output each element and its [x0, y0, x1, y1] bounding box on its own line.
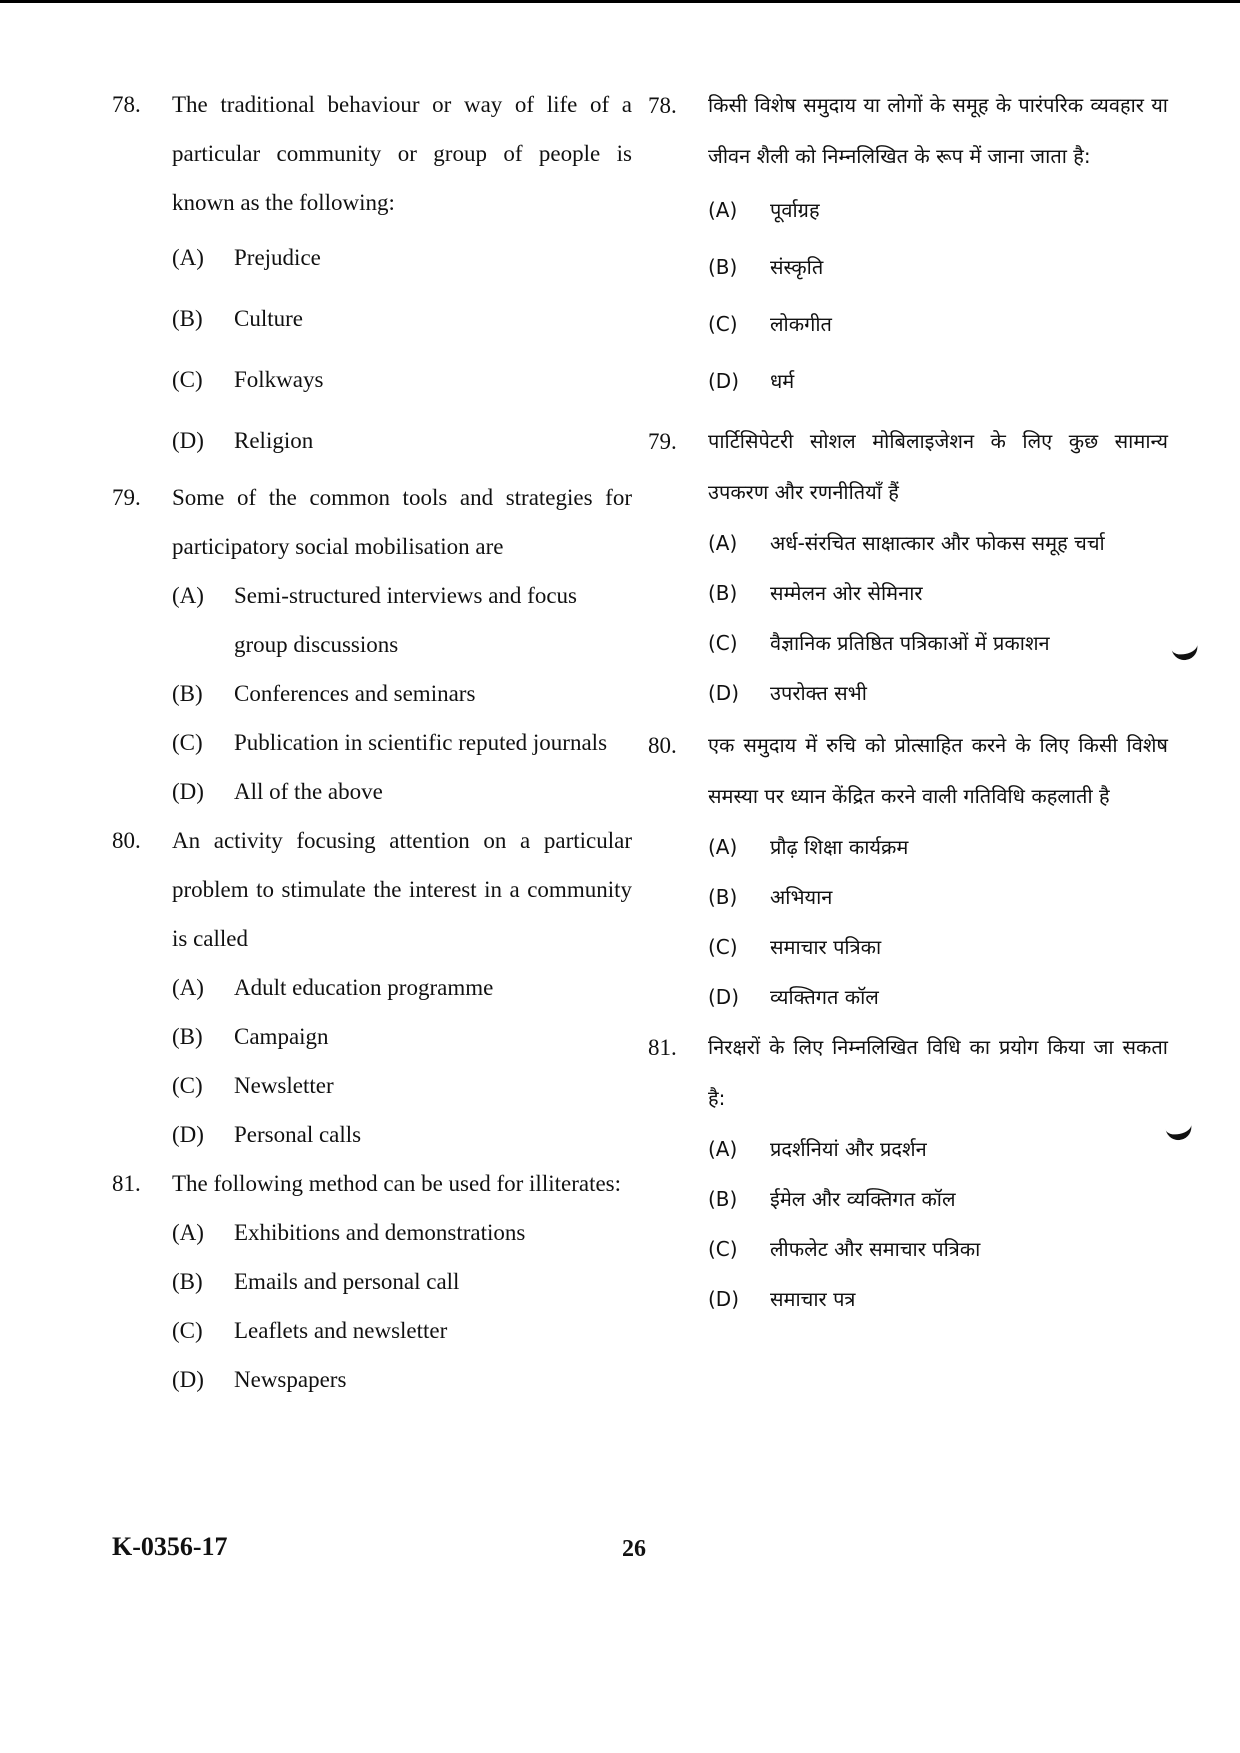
- option-c: (C) समाचार पत्रिका: [708, 935, 882, 959]
- option-a: (A) Prejudice: [172, 245, 321, 270]
- option-b: (B) Conferences and seminars: [172, 681, 476, 706]
- question-number: 80.: [112, 828, 141, 853]
- options-list: [172, 963, 632, 1159]
- options-list: [708, 518, 1168, 718]
- option-a: (A) अर्ध-संरचित साक्षात्कार और फोकस समूह चर्चा: [708, 531, 1105, 555]
- option-a: (A) पूर्वाग्रह: [708, 198, 820, 222]
- question-text: An activity focusing attention on a particular problem to stimulate the interest in a community is called: [172, 828, 632, 951]
- question-number: 80.: [648, 733, 677, 758]
- option-c: (C) Folkways: [172, 367, 324, 392]
- option-c: (C) Publication in scientific reputed journals: [172, 730, 608, 755]
- option-b: (B) Culture: [172, 306, 303, 331]
- option-d: (D) Personal calls: [172, 1122, 362, 1147]
- option-a: (A) Exhibitions and demonstrations: [172, 1220, 526, 1245]
- option-d: (D) समाचार पत्र: [708, 1287, 856, 1311]
- question-79-hi: [648, 416, 1168, 718]
- check-mark-icon: [1170, 638, 1200, 663]
- option-a: (A) प्रदर्शनियां और प्रदर्शन: [708, 1137, 927, 1161]
- page-number: 26: [622, 1536, 646, 1562]
- question-number: 78.: [112, 92, 141, 117]
- option-d: (D) धर्म: [708, 369, 795, 393]
- question-81-en: [112, 1159, 632, 1404]
- english-column: [112, 80, 632, 1404]
- option-d: (D) उपरोक्त सभी: [708, 681, 867, 705]
- option-b: (B) अभियान: [708, 885, 833, 909]
- question-79-en: [112, 473, 632, 816]
- question-number: 79.: [112, 485, 141, 510]
- option-d: (D) Newspapers: [172, 1367, 347, 1392]
- question-78-en: [112, 80, 632, 471]
- option-b: (B) ईमेल और व्यक्तिगत कॉल: [708, 1187, 956, 1211]
- option-c: (C) Newsletter: [172, 1073, 334, 1098]
- question-text: किसी विशेष समुदाय या लोगों के समूह के पारंपरिक व्यवहार या जीवन शैली को निम्नलिखित के रूप में जाना जाता है:: [708, 93, 1168, 168]
- option-b: (B) Emails and personal call: [172, 1269, 460, 1294]
- top-border: [0, 0, 1240, 3]
- question-text: Some of the common tools and strategies for participatory social mobilisation are: [172, 485, 632, 559]
- question-number: 81.: [648, 1035, 677, 1060]
- option-b: (B) सम्मेलन ओर सेमिनार: [708, 581, 923, 605]
- option-d: (D) All of the above: [172, 779, 383, 804]
- question-80-en: [112, 816, 632, 1159]
- options-list: [172, 1208, 632, 1404]
- question-text: निरक्षरों के लिए निम्नलिखित विधि का प्रयोग किया जा सकता है:: [708, 1035, 1168, 1110]
- question-text: The following method can be used for illiterates:: [172, 1171, 622, 1196]
- booklet-code: K-0356-17: [112, 1532, 228, 1561]
- option-a: (A) प्रौढ़ शिक्षा कार्यक्रम: [708, 835, 909, 859]
- options-list: [708, 1124, 1168, 1324]
- option-c: (C) लोकगीत: [708, 312, 832, 336]
- option-c: (C) वैज्ञानिक प्रतिष्ठित पत्रिकाओं में प्रकाशन: [708, 631, 1050, 655]
- options-list: [708, 822, 1168, 1022]
- question-81-hi: [648, 1022, 1168, 1324]
- question-number: 78.: [648, 93, 677, 118]
- option-b: (B) Campaign: [172, 1024, 329, 1049]
- options-list: [172, 571, 632, 816]
- check-mark-icon: [1164, 1118, 1194, 1143]
- options-list: [708, 182, 1168, 410]
- option-a: (A) Semi-structured interviews and focus group discussions: [172, 583, 577, 657]
- question-text: एक समुदाय में रुचि को प्रोत्साहित करने के लिए किसी विशेष समस्या पर ध्यान केंद्रित करने वाली गतिविधि कहलाती है: [708, 733, 1168, 808]
- option-d: (D) Religion: [172, 428, 314, 453]
- hindi-column: [648, 80, 1168, 1324]
- question-number: 79.: [648, 429, 677, 454]
- option-c: (C) Leaflets and newsletter: [172, 1318, 448, 1343]
- question-number: 81.: [112, 1171, 141, 1196]
- question-text: पार्टिसिपेटरी सोशल मोबिलाइजेशन के लिए कुछ सामान्य उपकरण और रणनीतियाँ हैं: [708, 429, 1168, 504]
- option-d: (D) व्यक्तिगत कॉल: [708, 985, 879, 1009]
- option-a: (A) Adult education programme: [172, 975, 494, 1000]
- question-text: The traditional behaviour or way of life of a particular community or group of people is known as the following:: [172, 92, 632, 215]
- question-78-hi: [648, 80, 1168, 410]
- options-list: [172, 227, 632, 471]
- question-80-hi: [648, 720, 1168, 1022]
- option-b: (B) संस्कृति: [708, 255, 824, 279]
- option-c: (C) लीफलेट और समाचार पत्रिका: [708, 1237, 981, 1261]
